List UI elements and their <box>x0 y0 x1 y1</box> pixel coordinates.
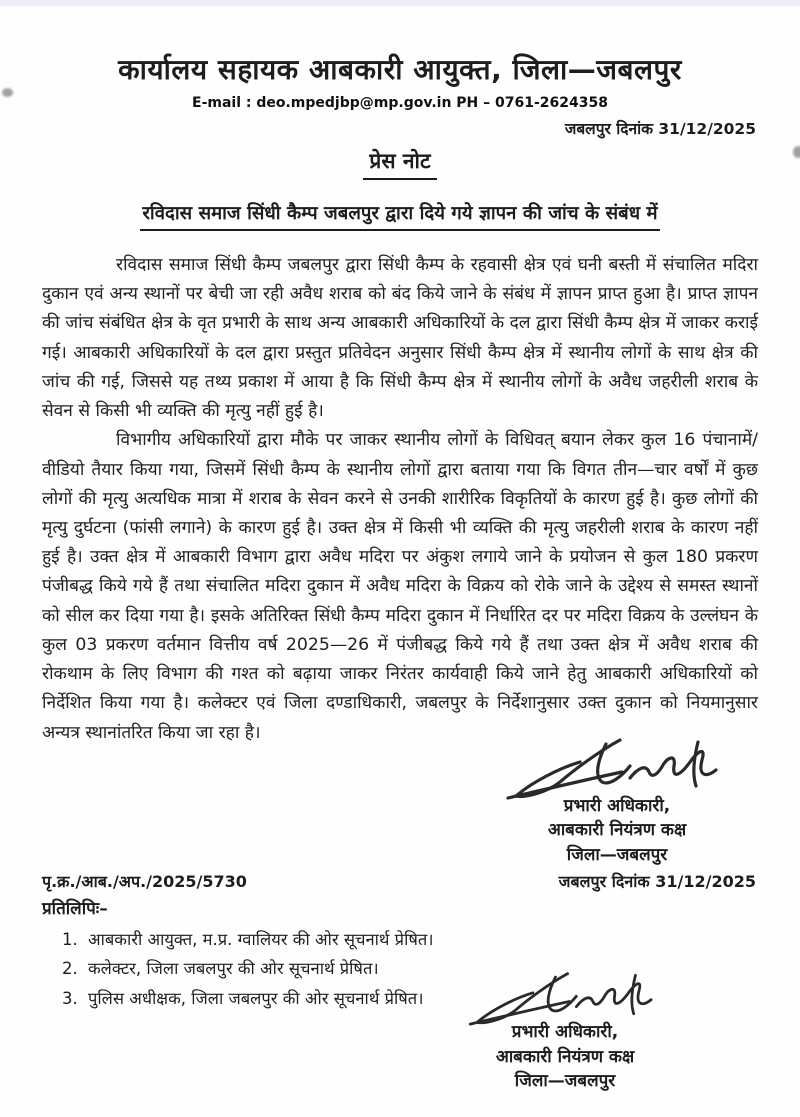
signature-scribble-icon <box>465 968 665 1028</box>
signatory-line-1: प्रभारी अधिकारी, <box>563 795 671 816</box>
press-note-heading <box>0 147 800 180</box>
copy-text-3: पुलिस अधीक्षक, जिला जबलपुर की ओर सूचनार्थ प्रेषित। <box>88 989 424 1009</box>
signature-scribble-icon <box>502 734 732 802</box>
copy-recipient-1 <box>62 925 800 955</box>
signatory-designation <box>492 794 742 868</box>
subject-heading <box>0 200 800 231</box>
copy-text-1: आबकारी आयुक्त, म.प्र. ग्वालियर की ओर सूचनार्थ प्रेषित। <box>88 929 434 949</box>
copy-number-2: 2. <box>62 959 78 979</box>
copy-number-1: 1. <box>62 929 78 949</box>
date-bottom: जबलपुर दिनांक 31/12/2025 <box>558 871 756 891</box>
signatory-line-2: आबकारी नियंत्रण कक्ष <box>495 1046 635 1067</box>
scan-artifact-left <box>2 88 13 97</box>
copy-text-2: कलेक्टर, जिला जबलपुर की ओर सूचनार्थ प्रेषित। <box>88 959 379 979</box>
paragraph-1: रविदास समाज सिंधी कैम्प जबलपुर द्वारा सिंधी कैम्प के रहवासी क्षेत्र एवं घनी बस्ती में संचालित मदिरा दुकान एवं अन्य स्थानों पर बेची जा रही अवैध शराब को बंद किये जाने के संबंध में ज्ञापन प्राप्त हुआ है। प्राप्त ज्ञापन की जांच संबंधित क्षेत्र के वृत प्रभारी के साथ अन्य आबकारी अधिकारियों के दल द्वारा सिंधी कैम्प क्षेत्र में जाकर कराई गई। आबकारी अधिकारियों के दल द्वारा प्रस्तुत प्रतिवेदन अनुसार सिंधी कैम्प क्षेत्र में स्थानीय लोगों के साथ क्षेत्र की जांच की गई, जिससे यह तथ्य प्रकाश में आया है कि सिंधी कैम्प क्षेत्र में स्थानीय लोगों के अवैध जहरीली शराब के सेवन से किसी भी व्यक्ति की मृत्यु नहीं हुई है। <box>42 255 758 422</box>
date-top: जबलपुर दिनांक 31/12/2025 <box>564 120 756 138</box>
signatory-line-2: आबकारी नियंत्रण कक्ष <box>547 820 687 841</box>
signature-block-top <box>492 734 742 868</box>
scan-artifact-right <box>793 146 800 158</box>
signature-block-bottom <box>440 968 690 1094</box>
reference-row <box>42 870 756 892</box>
subject-line: रविदास समाज सिंधी कैम्प जबलपुर द्वारा दिये गये ज्ञापन की जांच के संबंध में <box>140 200 659 231</box>
press-note-label: प्रेस नोट <box>363 147 436 180</box>
contact-line: E-mail : deo.mpedjbp@mp.gov.in PH – 0761-2624358 <box>192 95 608 111</box>
screenshot-top-strip <box>0 0 800 6</box>
office-title: कार्यालय सहायक आबकारी आयुक्त, जिला—जबलपुर <box>118 53 682 86</box>
paragraph-2: विभागीय अधिकारियों द्वारा मौके पर जाकर स्थानीय लोगों के विधिवत् बयान लेकर कुल 16 पंचानामें/वीडियो तैयार किया गया, जिसमें सिंधी कैम्प के स्थानीय लोगों द्वारा बताया गया कि विगत तीन—चार वर्षों में कुछ लोगों की मृत्यु अत्यधिक मात्रा में शराब के सेवन करने से उनकी शारीरिक विकृतियों के कारण हुई है। कुछ लोगों की मृत्यु दुर्घटना (फांसी लगाने) के कारण हुई है। उक्त क्षेत्र में किसी भी व्यक्ति की मृत्यु जहरीली शराब के कारण नहीं हुई है। उक्त क्षेत्र में आबकारी विभाग द्वारा अवैध मदिरा पर अंकुश लगाये जाने के प्रयोजन से कुल 180 प्रकरण पंजीबद्ध किये गये हैं तथा संचालित मदिरा दुकान में अवैध मदिरा के विक्रय को रोके जाने के उद्देश्य से समस्त स्थानों को सील कर दिया गया है। इसके अतिरिक्त सिंधी कैम्प मदिरा दुकान में निर्धारित दर पर मदिरा विक्रय के उल्लंघन के कुल 03 प्रकरण वर्तमान वित्तीय वर्ष 2025—26 में पंजीबद्ध किये गये हैं तथा उक्त क्षेत्र में अवैध शराब की रोकथाम के लिए विभाग की गश्त को बढ़ाया जाकर निरंतर कार्यवाही किये जाने हेतु आबकारी अधिकारियों को निर्देशित किया गया है। कलेक्टर एवं जिला दण्डाधिकारी, जबलपुर के निर्देशानुसार उक्त दुकान को नियमानुसार अन्यत्र स्थानांतरित किया जा रहा है। <box>42 430 758 743</box>
signatory-line-1: प्रभारी अधिकारी, <box>511 1022 619 1042</box>
copy-to-label: प्रतिलिपिः– <box>42 898 108 919</box>
signatory-line-3: जिला—जबलपुर <box>566 845 668 865</box>
signatory-line-3: जिला—जबलपुर <box>514 1071 616 1092</box>
copy-number-3: 3. <box>62 989 78 1009</box>
document-body <box>42 251 758 748</box>
reference-number: पृ.क्र./आब./अप./2025/5730 <box>42 871 247 891</box>
signatory-designation <box>440 1020 690 1094</box>
